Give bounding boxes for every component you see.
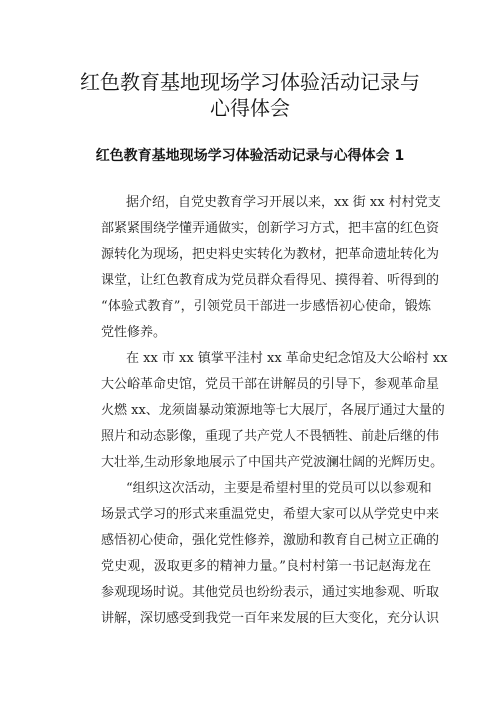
document-title-line-2: 心得体会 (210, 96, 290, 120)
document-page: 红色教育基地现场学习体验活动记录与 心得体会 红色教育基地现场学习体验活动记录与心得体会 1 据介绍，自党史教育学习开展以来，xx 街 xx 村村党支 部紧紧围绕学懂弄通做实，创新学习方式，把丰富的红色资 源转化为现场，把史料史实转化为教材，把革命遗址转化为 课堂，让红色教育成为党员群众看得见、摸得着、听得到的 “体验式教育”，引领党员干部进一步感悟初心使命，锻炼 党性修养。 在 xx 市 xx 镇掌平洼村 xx 革命史纪念馆及大公峪村 xx 大公峪革命史馆，党员干部在讲解员的引导下，参观革命星 火燃 xx、龙须崮暴动策源地等七大展厅，各展厅通过大量的 照片和动态影像，重现了共产党人不畏牺牲、前赴后继的伟 大壮举,生动形象地展示了中国共产党波澜壮阔的光辉历史。 “组织这次活动，主要是希望村里的党员可以以参观和 场景式学习的形式来重温党史，希望大家可以从学党史中来 感悟初心使命，强化党性修养，激励和教育自己树立正确的 党史观，汲取更多的精神力量。”良村村第一书记赵海龙在 参观现场时说。其他党员也纷纷表示，通过实地参观、听取 讲解，深切感受到我党一百年来发展的巨大变化，充分认识 (0, 0, 500, 707)
section-heading: 红色教育基地现场学习体验活动记录与心得体会 1 (95, 148, 405, 164)
document-title-line-1: 红色教育基地现场学习体验活动记录与 (80, 70, 420, 94)
